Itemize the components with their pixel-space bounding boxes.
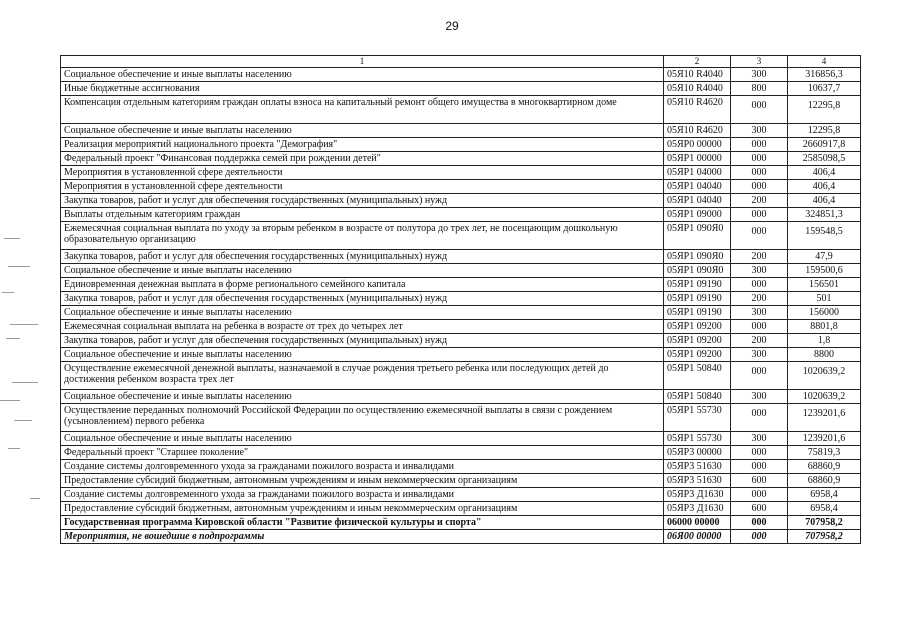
cell-expense-type: 000 bbox=[731, 208, 788, 222]
header-cell-amount: 4 bbox=[788, 56, 861, 68]
cell-code: 06000 00000 bbox=[664, 516, 731, 530]
cell-amount: 10637,7 bbox=[788, 82, 861, 96]
cell-amount: 406,4 bbox=[788, 166, 861, 180]
cell-amount: 316856,3 bbox=[788, 68, 861, 82]
table-row bbox=[61, 404, 861, 432]
cell-expense-type: 200 bbox=[731, 250, 788, 264]
cell-amount: 8800 bbox=[788, 348, 861, 362]
cell-name: Создание системы долговременного ухода за гражданами пожилого возраста и инвалидами bbox=[61, 488, 664, 502]
cell-amount: 324851,3 bbox=[788, 208, 861, 222]
cell-expense-type: 000 bbox=[731, 516, 788, 530]
cell-name: Закупка товаров, работ и услуг для обеспечения государственных (муниципальных) нужд bbox=[61, 292, 664, 306]
cell-expense-type: 000 bbox=[731, 166, 788, 180]
cell-expense-type: 000 bbox=[731, 96, 788, 124]
cell-code: 05ЯР1 55730 bbox=[664, 404, 731, 432]
cell-amount: 1020639,2 bbox=[788, 390, 861, 404]
header-cell-type: 3 bbox=[731, 56, 788, 68]
header-cell-name: 1 bbox=[61, 56, 664, 68]
cell-name: Выплаты отдельным категориям граждан bbox=[61, 208, 664, 222]
cell-code: 05ЯР1 09190 bbox=[664, 292, 731, 306]
cell-amount: 2660917,8 bbox=[788, 138, 861, 152]
table-row bbox=[61, 306, 861, 320]
table-row bbox=[61, 208, 861, 222]
table-row bbox=[61, 194, 861, 208]
table-row bbox=[61, 278, 861, 292]
cell-code: 05ЯР1 090Я0 bbox=[664, 250, 731, 264]
cell-name: Социальное обеспечение и иные выплаты населению bbox=[61, 306, 664, 320]
cell-code: 05ЯР1 00000 bbox=[664, 152, 731, 166]
cell-expense-type: 000 bbox=[731, 320, 788, 334]
cell-amount: 1239201,6 bbox=[788, 432, 861, 446]
cell-amount: 406,4 bbox=[788, 180, 861, 194]
cell-name: Мероприятия в установленной сфере деятельности bbox=[61, 166, 664, 180]
cell-code: 05ЯР3 51630 bbox=[664, 460, 731, 474]
cell-name: Осуществление ежемесячной денежной выплаты, назначаемой в случае рождения третьего ребенка или последующих детей до достижения ребенком возраста трех лет bbox=[61, 362, 664, 390]
table-row bbox=[61, 180, 861, 194]
cell-code: 05Я10 R4040 bbox=[664, 68, 731, 82]
cell-name: Государственная программа Кировской области "Развитие физической культуры и спорта" bbox=[61, 516, 664, 530]
cell-name: Иные бюджетные ассигнования bbox=[61, 82, 664, 96]
cell-name: Создание системы долговременного ухода за гражданами пожилого возраста и инвалидами bbox=[61, 460, 664, 474]
cell-code: 05ЯР1 50840 bbox=[664, 390, 731, 404]
table-row bbox=[61, 68, 861, 82]
cell-code: 05ЯР3 Д1630 bbox=[664, 502, 731, 516]
cell-code: 05ЯР0 00000 bbox=[664, 138, 731, 152]
header-cell-code: 2 bbox=[664, 56, 731, 68]
table-row bbox=[61, 516, 861, 530]
table-row bbox=[61, 82, 861, 96]
cell-code: 05ЯР1 04000 bbox=[664, 166, 731, 180]
cell-code: 05ЯР1 09200 bbox=[664, 334, 731, 348]
cell-code: 05ЯР3 00000 bbox=[664, 446, 731, 460]
cell-code: 05ЯР1 090Я0 bbox=[664, 222, 731, 250]
cell-expense-type: 000 bbox=[731, 362, 788, 390]
cell-expense-type: 000 bbox=[731, 460, 788, 474]
table-header-row bbox=[61, 56, 861, 68]
cell-expense-type: 600 bbox=[731, 474, 788, 488]
table-row bbox=[61, 460, 861, 474]
cell-expense-type: 000 bbox=[731, 278, 788, 292]
cell-amount: 6958,4 bbox=[788, 488, 861, 502]
table-row bbox=[61, 152, 861, 166]
table-row bbox=[61, 292, 861, 306]
cell-expense-type: 300 bbox=[731, 432, 788, 446]
table-row bbox=[61, 530, 861, 544]
table-row bbox=[61, 138, 861, 152]
table-row bbox=[61, 222, 861, 250]
cell-expense-type: 200 bbox=[731, 194, 788, 208]
cell-expense-type: 000 bbox=[731, 222, 788, 250]
cell-expense-type: 000 bbox=[731, 152, 788, 166]
table-row bbox=[61, 334, 861, 348]
cell-name: Ежемесячная социальная выплата по уходу за вторым ребенком в возрасте от полутора до трех лет, не посещающим дошкольную образовательную организацию bbox=[61, 222, 664, 250]
cell-code: 05ЯР3 Д1630 bbox=[664, 488, 731, 502]
cell-amount: 47,9 bbox=[788, 250, 861, 264]
cell-amount: 501 bbox=[788, 292, 861, 306]
cell-code: 05ЯР1 50840 bbox=[664, 362, 731, 390]
table-row bbox=[61, 250, 861, 264]
table-row bbox=[61, 348, 861, 362]
cell-code: 05ЯР1 09190 bbox=[664, 306, 731, 320]
table-row bbox=[61, 488, 861, 502]
cell-amount: 12295,8 bbox=[788, 124, 861, 138]
cell-expense-type: 000 bbox=[731, 180, 788, 194]
cell-expense-type: 000 bbox=[731, 446, 788, 460]
cell-amount: 156000 bbox=[788, 306, 861, 320]
cell-name: Реализация мероприятий национального проекта "Демография" bbox=[61, 138, 664, 152]
cell-expense-type: 300 bbox=[731, 68, 788, 82]
cell-amount: 156501 bbox=[788, 278, 861, 292]
cell-name: Социальное обеспечение и иные выплаты населению bbox=[61, 348, 664, 362]
cell-expense-type: 800 bbox=[731, 82, 788, 96]
cell-name: Единовременная денежная выплата в форме регионального семейного капитала bbox=[61, 278, 664, 292]
cell-amount: 8801,8 bbox=[788, 320, 861, 334]
cell-code: 05ЯР1 04040 bbox=[664, 194, 731, 208]
cell-name: Осуществление переданных полномочий Российской Федерации по осуществлению ежемесячной выплаты в связи с рождением (усыновлением) первого ребенка bbox=[61, 404, 664, 432]
cell-expense-type: 300 bbox=[731, 306, 788, 320]
table-row bbox=[61, 432, 861, 446]
cell-code: 06Я00 00000 bbox=[664, 530, 731, 544]
cell-expense-type: 000 bbox=[731, 404, 788, 432]
cell-amount: 1,8 bbox=[788, 334, 861, 348]
cell-expense-type: 200 bbox=[731, 292, 788, 306]
cell-amount: 159500,6 bbox=[788, 264, 861, 278]
cell-code: 05ЯР1 09200 bbox=[664, 348, 731, 362]
cell-code: 05ЯР3 51630 bbox=[664, 474, 731, 488]
cell-name: Социальное обеспечение и иные выплаты населению bbox=[61, 124, 664, 138]
cell-code: 05ЯР1 09200 bbox=[664, 320, 731, 334]
table-row bbox=[61, 166, 861, 180]
cell-name: Федеральный проект "Старшее поколение" bbox=[61, 446, 664, 460]
cell-name: Федеральный проект "Финансовая поддержка семей при рождении детей" bbox=[61, 152, 664, 166]
table-row bbox=[61, 390, 861, 404]
table-row bbox=[61, 474, 861, 488]
cell-amount: 68860,9 bbox=[788, 460, 861, 474]
cell-name: Мероприятия, не вошедшие в подпрограммы bbox=[61, 530, 664, 544]
cell-name: Закупка товаров, работ и услуг для обеспечения государственных (муниципальных) нужд bbox=[61, 194, 664, 208]
cell-amount: 159548,5 bbox=[788, 222, 861, 250]
cell-expense-type: 000 bbox=[731, 488, 788, 502]
cell-name: Социальное обеспечение и иные выплаты населению bbox=[61, 68, 664, 82]
cell-name: Социальное обеспечение и иные выплаты населению bbox=[61, 264, 664, 278]
cell-name: Компенсация отдельным категориям граждан оплаты взноса на капитальный ремонт общего имущества в многоквартирном доме bbox=[61, 96, 664, 124]
cell-name: Закупка товаров, работ и услуг для обеспечения государственных (муниципальных) нужд bbox=[61, 334, 664, 348]
page-number: 29 bbox=[445, 19, 459, 33]
cell-code: 05ЯР1 55730 bbox=[664, 432, 731, 446]
cell-amount: 12295,8 bbox=[788, 96, 861, 124]
scan-margin-marks bbox=[0, 60, 48, 580]
cell-name: Социальное обеспечение и иные выплаты населению bbox=[61, 432, 664, 446]
cell-code: 05ЯР1 04040 bbox=[664, 180, 731, 194]
cell-name: Мероприятия в установленной сфере деятельности bbox=[61, 180, 664, 194]
table-row bbox=[61, 446, 861, 460]
cell-expense-type: 000 bbox=[731, 530, 788, 544]
cell-amount: 1239201,6 bbox=[788, 404, 861, 432]
cell-name: Предоставление субсидий бюджетным, автономным учреждениям и иным некоммерческим организациям bbox=[61, 502, 664, 516]
table-row bbox=[61, 124, 861, 138]
cell-expense-type: 600 bbox=[731, 502, 788, 516]
budget-table bbox=[60, 55, 861, 544]
cell-name: Закупка товаров, работ и услуг для обеспечения государственных (муниципальных) нужд bbox=[61, 250, 664, 264]
cell-name: Социальное обеспечение и иные выплаты населению bbox=[61, 390, 664, 404]
cell-code: 05Я10 R4620 bbox=[664, 124, 731, 138]
cell-amount: 707958,2 bbox=[788, 530, 861, 544]
cell-code: 05Я10 R4620 bbox=[664, 96, 731, 124]
cell-name: Предоставление субсидий бюджетным, автономным учреждениям и иным некоммерческим организациям bbox=[61, 474, 664, 488]
cell-expense-type: 300 bbox=[731, 264, 788, 278]
cell-amount: 406,4 bbox=[788, 194, 861, 208]
cell-amount: 2585098,5 bbox=[788, 152, 861, 166]
cell-amount: 75819,3 bbox=[788, 446, 861, 460]
table-row bbox=[61, 502, 861, 516]
table-row bbox=[61, 362, 861, 390]
cell-amount: 68860,9 bbox=[788, 474, 861, 488]
cell-expense-type: 000 bbox=[731, 138, 788, 152]
cell-code: 05Я10 R4040 bbox=[664, 82, 731, 96]
cell-expense-type: 300 bbox=[731, 390, 788, 404]
cell-amount: 1020639,2 bbox=[788, 362, 861, 390]
cell-amount: 707958,2 bbox=[788, 516, 861, 530]
table-row bbox=[61, 96, 861, 124]
cell-name: Ежемесячная социальная выплата на ребенка в возрасте от трех до четырех лет bbox=[61, 320, 664, 334]
cell-code: 05ЯР1 090Я0 bbox=[664, 264, 731, 278]
cell-code: 05ЯР1 09190 bbox=[664, 278, 731, 292]
cell-expense-type: 300 bbox=[731, 124, 788, 138]
cell-expense-type: 200 bbox=[731, 334, 788, 348]
cell-expense-type: 300 bbox=[731, 348, 788, 362]
cell-code: 05ЯР1 09000 bbox=[664, 208, 731, 222]
table-row bbox=[61, 320, 861, 334]
table-row bbox=[61, 264, 861, 278]
cell-amount: 6958,4 bbox=[788, 502, 861, 516]
